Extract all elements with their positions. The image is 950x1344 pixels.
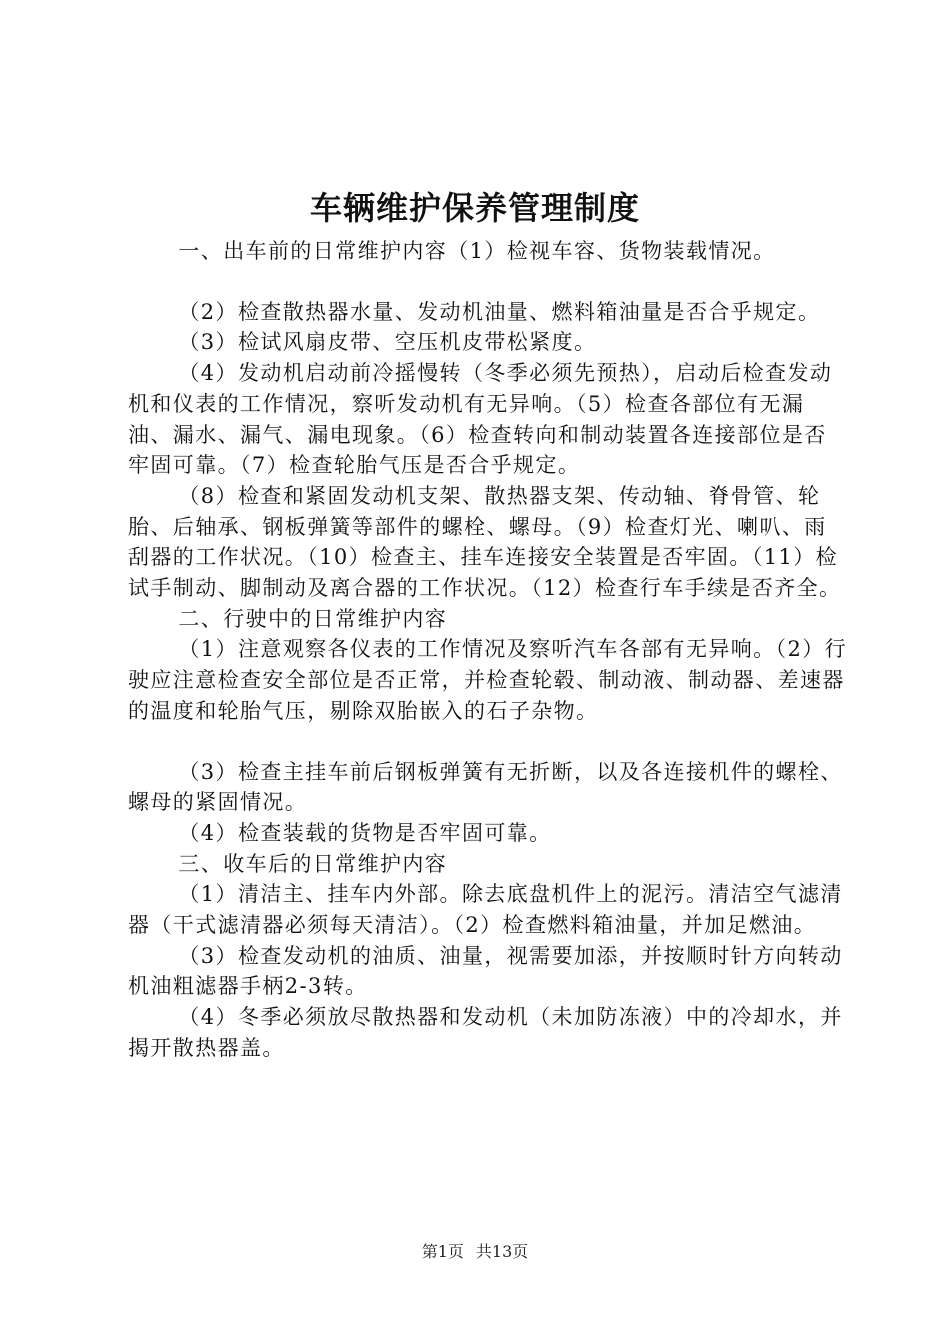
paragraph-after-1-2: （1）清洁主、挂车内外部。除去底盘机件上的泥污。清洁空气滤清器（干式滤清器必须每天清洁）。（2）检查燃料箱油量，并加足燃油。: [128, 882, 843, 938]
document-body: [128, 236, 848, 1064]
paragraph-section-2-heading: 二、行驶中的日常维护内容: [178, 606, 448, 631]
paragraph-after-3: （3）检查发动机的油质、油量，视需要加添，并按顺时针方向转动机油粗滤器手柄2-3转。: [128, 943, 843, 999]
document-title: 车辆维护保养管理制度: [309, 189, 640, 227]
paragraph-section-3-heading: 三、收车后的日常维护内容: [178, 851, 448, 876]
paragraph-section-1-heading: 一、出车前的日常维护内容（1）检视车容、货物装载情况。: [178, 239, 776, 263]
paragraph-driving-1-2: （1）注意观察各仪表的工作情况及察听汽车各部有无异响。（2）行驶应注意检查安全部位是否正常，并检查轮毂、制动液、制动器、差速器的温度和轮胎气压，剔除双胎嵌入的石子杂物。: [128, 637, 848, 723]
page-number: 第1页: [421, 1242, 464, 1261]
paragraph-item-3: （3）检试风扇皮带、空压机皮带松紧度。: [178, 330, 597, 355]
page-footer: [0, 1240, 950, 1264]
paragraph-item-8-12: （8）检查和紧固发动机支架、散热器支架、传动轴、脊骨管、轮胎、后轴承、钢板弹簧等部件的螺栓、螺母。（9）检查灯光、喇叭、雨刮器的工作状况。（10）检查主、挂车连接安全装置是否牢固。（11）检试手制动、脚制动及离合器的工作状况。（12）检查行车手续是否齐全。: [128, 483, 842, 601]
paragraph-driving-3: （3）检查主挂车前后钢板弹簧有无折断，以及各连接机件的螺栓、螺母的紧固情况。: [128, 759, 843, 815]
page-total: 共13页: [475, 1242, 529, 1261]
paragraph-driving-4: （4）检查装载的货物是否牢固可靠。: [178, 820, 552, 845]
paragraph-after-4: （4）冬季必须放尽散热器和发动机（未加防冻液）中的冷却水，并揭开散热器盖。: [128, 1005, 843, 1060]
paragraph-item-4-7: （4）发动机启动前冷摇慢转（冬季必须先预热），启动后检查发动机和仪表的工作情况，察听发动机有无异响。（5）检查各部位有无漏油、漏水、漏气、漏电现象。（6）检查转向和制动装置各连接部位是否牢固可靠。（7）检查轮胎气压是否合乎规定。: [128, 361, 833, 478]
paragraph-item-2: （2）检查散热器水量、发动机油量、燃料箱油量是否合乎规定。: [178, 299, 821, 324]
